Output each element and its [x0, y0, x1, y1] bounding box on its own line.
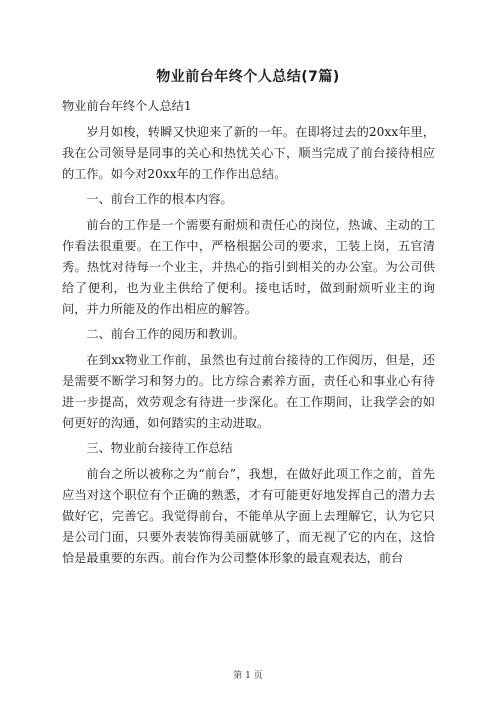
page-number: 第 1 页 [233, 671, 263, 681]
section-heading: 二、前台工作的阅历和教训。 [86, 327, 245, 341]
paragraph: 前台的工作是一个需要有耐烦和责任心的岗位，热诚、主动的工作看法很重要。在工作中，严格根据公司的要求，工装上岗，五官清秀。热忱对待每一个业主，并热心的指引到相关的办公室。为公司供给了便利，也为业主供给了便利。接电话时，做到耐烦听业主的询问，并力所能及的作出相应的解答。 [62, 217, 435, 316]
document-body [62, 96, 435, 573]
section-heading: 三、物业前台接待工作总结 [86, 441, 233, 455]
paragraph: 前台之所以被称之为“前台”，我想，在做好此项工作之前，首先应当对这个职位有个正确的熟悉，才有可能更好地发挥自己的潜力去做好它，完善它。我觉得前台，不能单从字面上去理解它，认为它只是公司门面，只要外表装饰得美丽就够了，而无视了它的内在，这恰恰是最重要的东西。前台作为公司整体形象的最直观表达，前台 [62, 466, 435, 565]
paragraph: 在到xx物业工作前，虽然也有过前台接待的工作阅历，但是，还是需要不断学习和努力的。比方综合素养方面，责任心和事业心有待进一步提高，效劳观念有待进一步深化。在工作期间，让我学会的如何更好的沟通，如何踏实的主动进取。 [62, 352, 435, 430]
section-heading: 一、前台工作的根本内容。 [86, 192, 233, 206]
section-subtitle: 物业前台年终个人总结1 [62, 99, 192, 113]
document-title: 物业前台年终个人总结(7篇) [156, 69, 340, 85]
paragraph: 岁月如梭，转瞬又快迎来了新的一年。在即将过去的20xx年里，我在公司领导是同事的关心和热忧关心下，顺当完成了前台接待相应的工作。如今对20xx年的工作作出总结。 [62, 124, 435, 181]
